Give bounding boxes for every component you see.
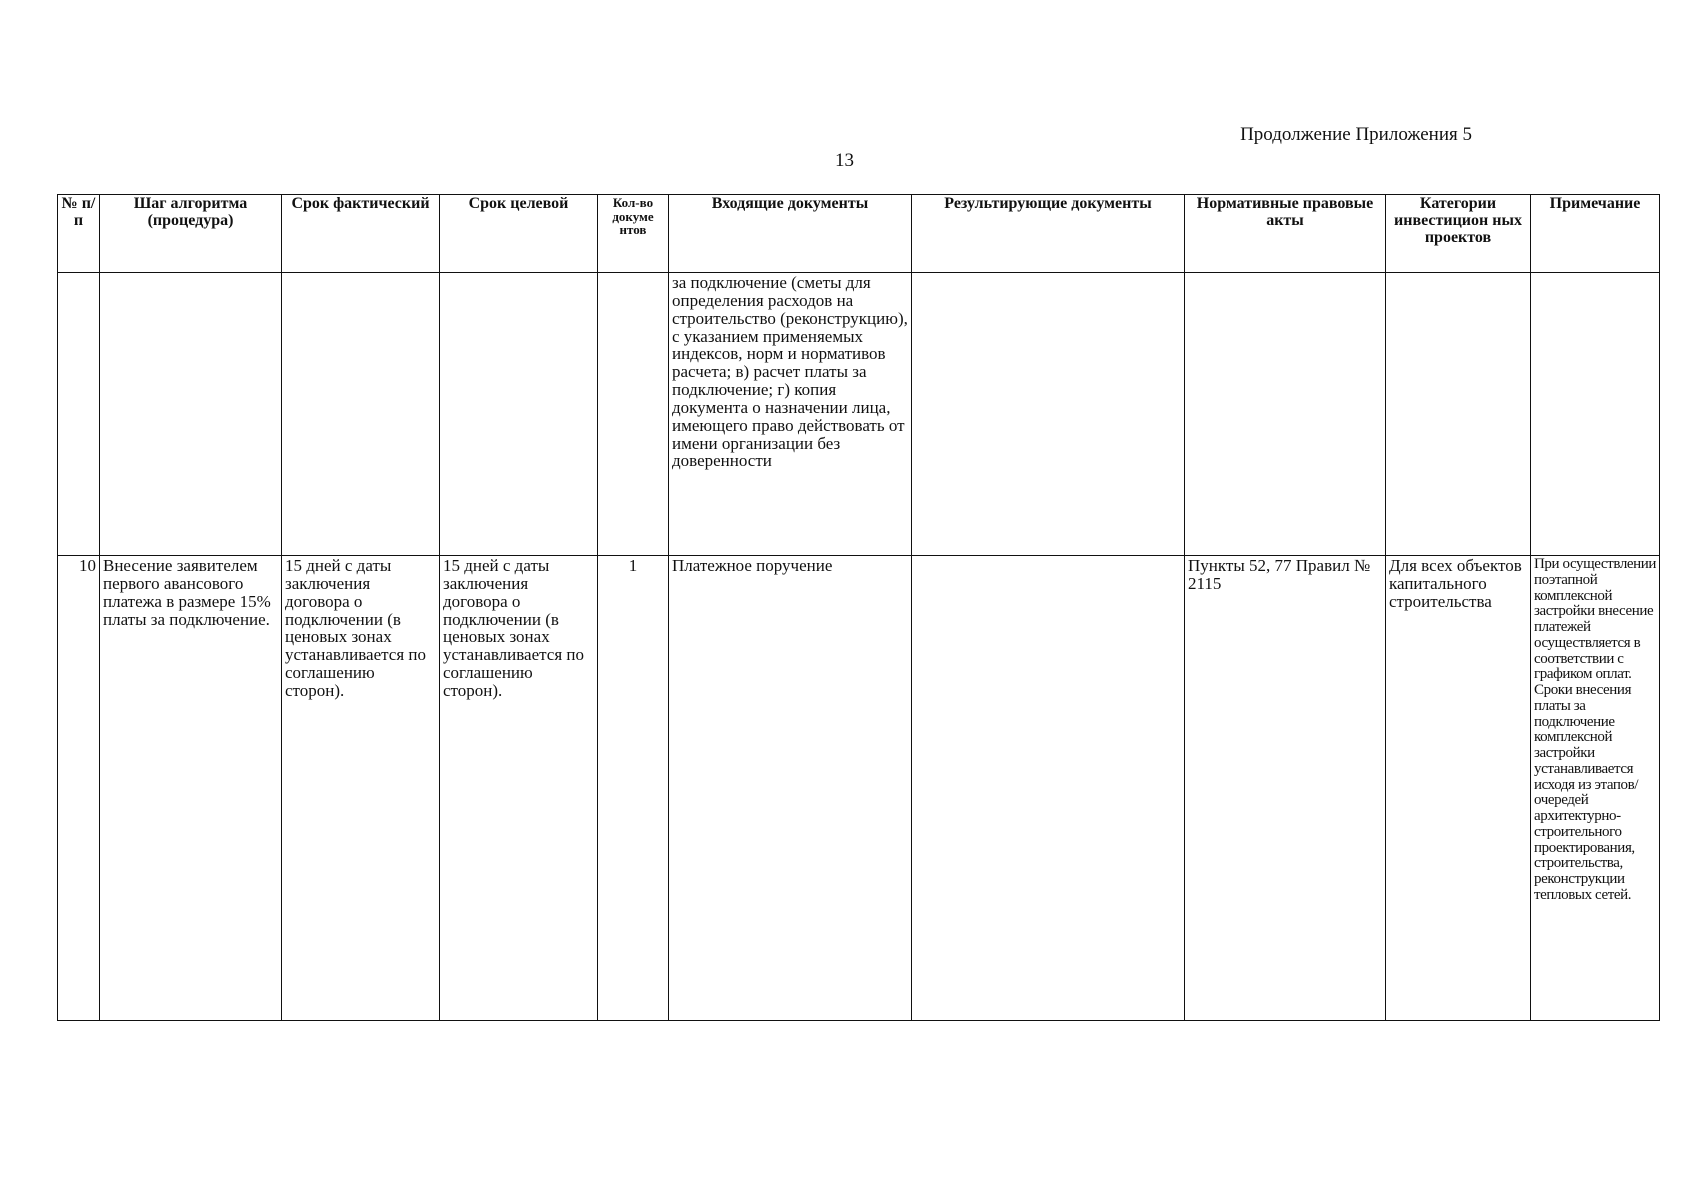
- cell-note: При осуществлении поэтапной комплексной застройки внесение платежей осуществляется в соответствии с графиком оплат. Сроки внесения платы за подключение комплексной застройки устанавливается исходя из этапов/очередей архитектурно-строительного проектирования, строительства, реконструкции тепловых сетей.: [1531, 556, 1660, 1021]
- cell-empty: [1386, 273, 1531, 556]
- cell-result-docs: [912, 556, 1185, 1021]
- cell-categories: Для всех объектов капитального строительства: [1386, 556, 1531, 1021]
- cell-empty: [100, 273, 282, 556]
- cell-empty: [598, 273, 669, 556]
- col-header-doc-count: Кол-во докуме нтов: [598, 195, 669, 273]
- col-header-actual-term: Срок фактический: [282, 195, 440, 273]
- col-header-note: Примечание: [1531, 195, 1660, 273]
- cell-step: Внесение заявителем первого авансового платежа в размере 15% платы за подключение.: [100, 556, 282, 1021]
- table-row-continuation: [58, 273, 1660, 556]
- cell-target-term: 15 дней с даты заключения договора о подключении (в ценовых зонах устанавливается по соглашению сторон).: [440, 556, 598, 1021]
- col-header-incoming-docs: Входящие документы: [669, 195, 912, 273]
- cell-incoming-docs-continued: за подключение (сметы для определения расходов на строительство (реконструкцию), с указанием применяемых индексов, норм и нормативов расчета; в) расчет платы за подключение; г) копия документа о назначении лица, имеющего право действовать от имени организации без доверенности: [669, 273, 912, 556]
- cell-empty: [912, 273, 1185, 556]
- cell-empty: [1185, 273, 1386, 556]
- cell-empty: [1531, 273, 1660, 556]
- col-header-number: № п/п: [58, 195, 100, 273]
- cell-empty: [440, 273, 598, 556]
- col-header-result-docs: Результирующие документы: [912, 195, 1185, 273]
- cell-doc-count: 1: [598, 556, 669, 1021]
- table-row-10: [58, 556, 1660, 1021]
- page-number: 13: [835, 150, 854, 171]
- cell-legal-acts: Пункты 52, 77 Правил № 2115: [1185, 556, 1386, 1021]
- algorithm-table: [57, 194, 1660, 1021]
- col-header-legal-acts: Нормативные правовые акты: [1185, 195, 1386, 273]
- col-header-target-term: Срок целевой: [440, 195, 598, 273]
- cell-empty: [58, 273, 100, 556]
- table-header-row: [58, 195, 1660, 273]
- cell-empty: [282, 273, 440, 556]
- col-header-categories: Категории инвестицион ных проектов: [1386, 195, 1531, 273]
- col-header-step: Шаг алгоритма (процедура): [100, 195, 282, 273]
- cell-actual-term: 15 дней с даты заключения договора о подключении (в ценовых зонах устанавливается по соглашению сторон).: [282, 556, 440, 1021]
- cell-number: 10: [58, 556, 100, 1021]
- appendix-caption: Продолжение Приложения 5: [1240, 124, 1472, 145]
- cell-incoming-docs: Платежное поручение: [669, 556, 912, 1021]
